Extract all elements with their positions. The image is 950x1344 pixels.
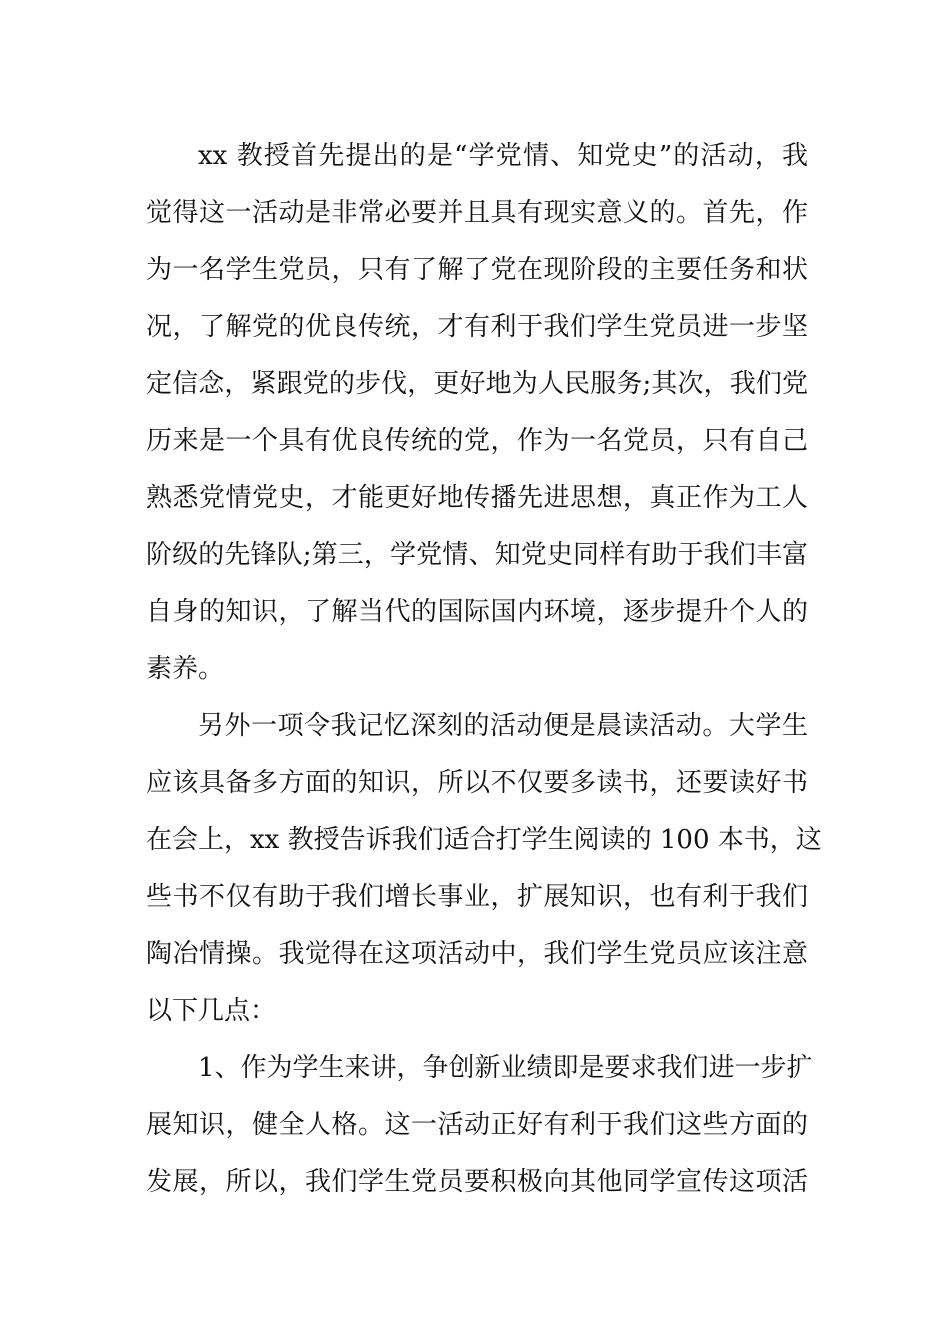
paragraph-line: 熟悉党情党史，才能更好地传播先进思想，真正作为工人 xyxy=(146,483,808,513)
paragraph-line: 发展，所以，我们学生党员要积极向其他同学宣传这项活 xyxy=(146,1167,808,1197)
paragraph-line: 自身的知识，了解当代的国际国内环境，逐步提升个人的 xyxy=(146,597,808,627)
paragraph-2 xyxy=(146,698,822,1040)
paragraph-line: 为一名学生党员，只有了解了党在现阶段的主要任务和状 xyxy=(146,255,808,285)
paragraph-line: xx 教授首先提出的是“学党情、知党史”的活动，我 xyxy=(198,141,808,171)
paragraph-line: 觉得这一活动是非常必要并且具有现实意义的。首先，作 xyxy=(146,198,808,228)
paragraph-line: 陶冶情操。我觉得在这项活动中，我们学生党员应该注意 xyxy=(146,939,808,969)
paragraph-3 xyxy=(146,1040,813,1211)
paragraph-1 xyxy=(146,128,808,698)
paragraph-line: 以下几点： xyxy=(146,996,277,1026)
paragraph-line: 在会上，xx 教授告诉我们适合打学生阅读的 100 本书，这 xyxy=(146,825,822,855)
paragraph-line: 些书不仅有助于我们增长事业，扩展知识，也有利于我们 xyxy=(146,882,808,912)
document-body xyxy=(146,128,822,1211)
paragraph-line: 阶级的先锋队;第三，学党情、知党史同样有助于我们丰富 xyxy=(146,540,808,570)
paragraph-line: 另外一项令我记忆深刻的活动便是晨读活动。大学生 xyxy=(198,711,808,741)
paragraph-line: 1、作为学生来讲，争创新业绩即是要求我们进一步扩 xyxy=(198,1053,813,1083)
paragraph-line: 展知识，健全人格。这一活动正好有利于我们这些方面的 xyxy=(146,1110,808,1140)
paragraph-line: 历来是一个具有优良传统的党，作为一名党员，只有自己 xyxy=(146,426,808,456)
paragraph-line: 况，了解党的优良传统，才有利于我们学生党员进一步坚 xyxy=(146,312,808,342)
paragraph-line: 定信念，紧跟党的步伐，更好地为人民服务;其次，我们党 xyxy=(146,369,808,399)
paragraph-line: 应该具备多方面的知识，所以不仅要多读书，还要读好书 xyxy=(146,768,808,798)
paragraph-line: 素养。 xyxy=(146,654,225,684)
